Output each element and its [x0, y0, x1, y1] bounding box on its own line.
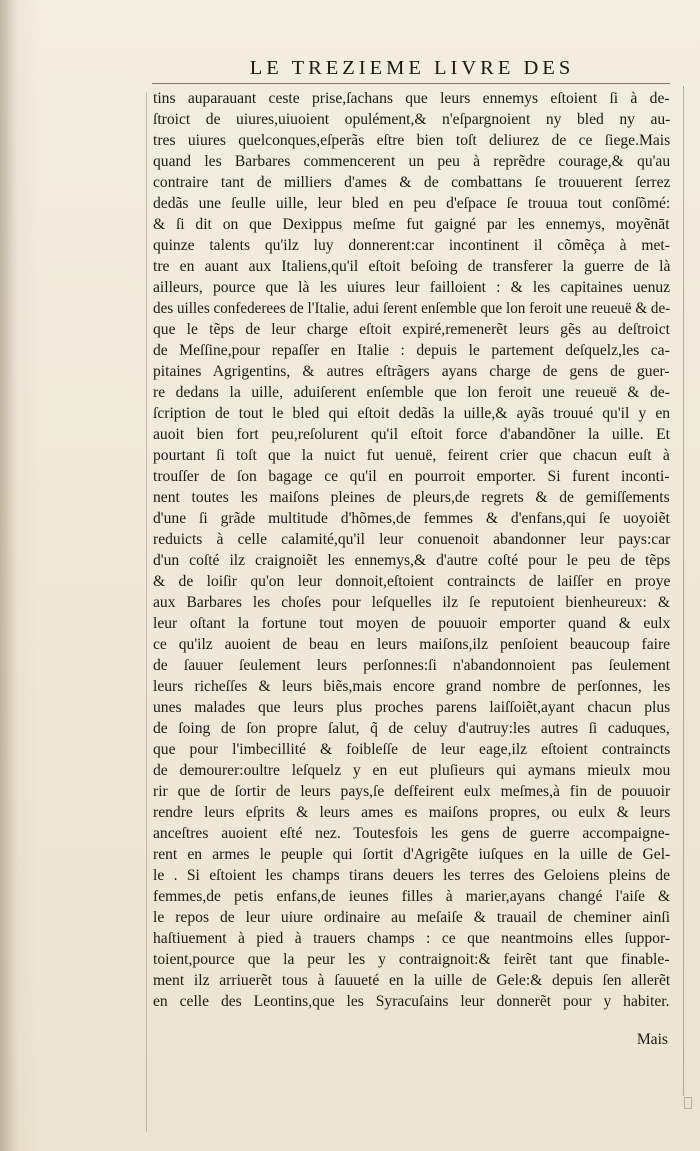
text-line: tres uiures quelconques,eſperãs eſtre bien toſt deliurez de ce ſiege.Mais: [153, 132, 671, 149]
text-line: des uilles confederees de l'Italie, adui ſerent enſemble que lon feroit une reueuë & de-: [153, 300, 671, 317]
text-line: haſtiuement à pied à trauers champs : ce que neantmoins elles ſuppor-: [153, 930, 671, 947]
running-head: LE TREZIEME LIVRE DES: [249, 57, 575, 79]
text-line: reduicts à celle calamité,qu'il leur conuenoit abandonner leur pays:car: [153, 531, 671, 548]
text-line: pourtant ſi toſt que la nuict fut uenuë, feirent crier que chacun euſt à: [153, 447, 670, 464]
text-line: re dedans la uille, aduiſerent enſemble que lon feroit une reueuë & de-: [153, 384, 670, 401]
text-line: & ſi dit on que Dexippus meſme fut gaigné par les ennemys, moyẽnāt: [153, 216, 670, 233]
text-block: [153, 88, 670, 1012]
text-line: anceſtres auoient eſté nez. Toutesfois les gens de guerre accompaigne-: [153, 825, 670, 842]
text-line: rent en armes le peuple qui ſortit d'Agrigẽte iuſques en la uille de Gel-: [153, 846, 671, 863]
text-line: femmes,de petis enfans,de ieunes filles à marier,ayans changé l'aiſe &: [153, 888, 671, 905]
gutter-shadow: [0, 0, 18, 1151]
head-rule: [152, 83, 670, 84]
text-line: toient,pource que la peur les y contraignoit:& feirẽt tant que finable-: [153, 951, 670, 968]
text-line: en celle des Leontins,que les Syracuſains leur donnerẽt pour y habiter.: [153, 993, 670, 1010]
text-line: de Meſſine,pour repaſſer en Italie : depuis le partement deſquelz,les ca-: [153, 342, 670, 359]
text-line: dedãs une ſeulle uille, leur bled en peu d'eſpace ſe trouua tout conſõmé:: [153, 195, 671, 212]
text-line: le . Si eſtoient les champs tirans deuers les terres des Geloiens pleins de: [153, 867, 671, 884]
text-line: quinze talents qu'ilz luy donnerent:car incontinent il cõmẽça à met-: [153, 237, 670, 254]
text-line: ſtroict de uiures,uiuoient opulément,& n'eſpargnoient ny bled ny au-: [153, 111, 671, 128]
text-line: de demourer:oultre leſquelz y en eut pluſieurs qui aymans mieulx mou: [153, 762, 671, 779]
text-line: de ſauuer ſeulement leurs perſonnes:ſi n'abandonnoient pas ſeulement: [153, 657, 671, 674]
margin-rule: [146, 92, 147, 1132]
right-margin-rule: [683, 86, 684, 1096]
text-line: leurs richeſſes & leurs biẽs,mais encore grand nombre de perſonnes, les: [153, 678, 671, 695]
text-line: rendre leurs eſprits & leurs ames es maiſons propres, ou eulx & leurs: [153, 804, 671, 821]
text-line: pitaines Agrigentins, & autres eſtrãgers ayans charge de gens de guer-: [153, 363, 670, 380]
text-line: aux Barbares les choſes pour leſquelles ilz ſe reputoient bienheureux: &: [153, 594, 671, 611]
text-line: ſcription de tout le bled qui eſtoit dedãs la uille,& ayãs trouué qu'il y en: [153, 405, 671, 422]
text-line: de ſoing de ſon propre ſalut, q̃ de celuy d'autruy:les autres ſi caduques,: [153, 720, 670, 737]
text-line: ment ilz arriuerẽt tous à ſauueté en la uille de Gele:& depuis ſen allerẽt: [153, 972, 671, 989]
edge-mark: [684, 1097, 692, 1109]
text-line: tins auparauant ceste prise,ſachans que leurs ennemys eſtoient ſi à de-: [153, 90, 670, 107]
text-line: leur oſtant la fortune tout moyen de pouuoir emporter quand & eulx: [153, 615, 671, 632]
text-line: d'un coſté ilz craignoiẽt les ennemys,& d'autre coſté pour le peu de tẽps: [153, 552, 671, 569]
text-line: d'une ſi grãde multitude d'hõmes,de femmes & d'enfans,qui ſe uoyoiẽt: [153, 510, 670, 527]
text-line: ailleurs, pource que là les uiures leur failloient : & les capitaines uenuz: [153, 279, 671, 296]
text-line: le repos de leur uiure ordinaire au meſaiſe & trauail de cheminer ainſi: [153, 909, 671, 926]
catchword: Mais: [636, 1031, 668, 1048]
text-line: contraire tant de milliers d'ames & de combattans ſe trouuerent ſerrez: [153, 174, 671, 191]
text-line: auoit bien fort peu,reſolurent qu'il eſtoit force d'abandõner la uille. Et: [153, 426, 670, 443]
text-line: trouſſer de ſon bagage ce qu'il en pourroit emporter. Si furent inconti-: [153, 468, 670, 485]
text-line: rir que de ſortir de leurs pays,ſe deſfeirent eulx meſmes,à fin de pouuoir: [153, 783, 671, 800]
text-line: & de loiſir qu'on leur donnoit,eſtoient contraincts de laiſſer en proye: [153, 573, 671, 590]
text-line: que pour l'imbecillité & foibleſſe de leur eage,ilz eſtoient contraincts: [153, 741, 671, 758]
text-line: ce qu'ilz auoient de beau en leurs maiſons,ilz penſoient beaucoup faire: [153, 636, 671, 653]
text-line: quand les Barbares commencerent un peu à reprẽdre courage,& qu'au: [153, 153, 671, 170]
text-line: tre en auant aux Italiens,qu'il eſtoit beſoing de transferer la guerre de là: [153, 258, 671, 275]
text-line: que le tẽps de leur charge eſtoit expiré,remenerẽt leurs gẽs au deſtroict: [153, 321, 670, 338]
text-line: unes malades que leurs plus proches parens laiſſoiẽt,ayant chacun plus: [153, 699, 671, 716]
text-line: nent toutes les maiſons pleines de pleurs,de regrets & de gemiſſements: [153, 489, 670, 506]
